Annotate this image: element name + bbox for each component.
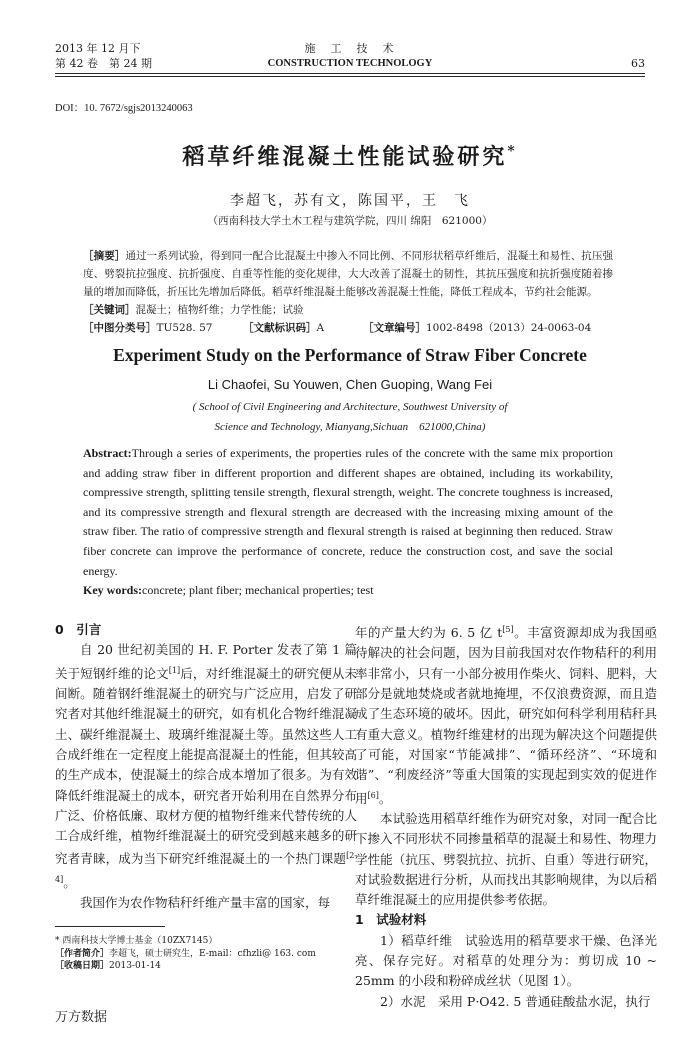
clc-code: TU528. 57 bbox=[156, 322, 213, 334]
journal-name-en: CONSTRUCTION TECHNOLOGY bbox=[267, 58, 433, 69]
paragraph-intro-1-c: 。 bbox=[63, 875, 76, 891]
footnotes bbox=[55, 935, 355, 973]
issue-date: 2013 年 12 月下 bbox=[55, 42, 141, 55]
article-id-group bbox=[363, 319, 591, 337]
clc-label: ［中图分类号］ bbox=[83, 322, 157, 334]
page-number: 63 bbox=[631, 57, 645, 70]
keywords-cn-label: ［关键词］ bbox=[83, 304, 136, 316]
watermark: 万方数据 bbox=[55, 1010, 108, 1025]
keywords-en-text: concrete; plant fiber; mechanical properties; test bbox=[142, 583, 374, 597]
affiliation-en-line1: ( School of Civil Engineering and Architecture, Southwest University of bbox=[192, 401, 508, 413]
doc-code-group bbox=[243, 319, 324, 337]
journal-name-cn: 施 工 技 术 bbox=[304, 42, 396, 55]
paragraph-intro-2-start: 我国作为农作物秸秆纤维产量丰富的国家，每 bbox=[80, 895, 331, 911]
header-rule-bottom bbox=[55, 76, 645, 77]
section-0-heading: 0 引言 bbox=[55, 622, 102, 637]
title-footnote-mark: * bbox=[507, 143, 518, 160]
footnote-rule bbox=[55, 926, 165, 927]
abstract-en bbox=[83, 444, 613, 581]
keywords-en bbox=[83, 583, 613, 598]
section-1-heading: 1 试验材料 bbox=[355, 912, 427, 928]
article-id: 1002-8498（2013）24-0063-04 bbox=[426, 322, 592, 334]
footnote-received bbox=[55, 960, 355, 973]
keywords-en-label: Key words: bbox=[83, 583, 142, 597]
footnote-received-date: 2013-01-14 bbox=[109, 961, 161, 971]
citation-6: [6] bbox=[367, 790, 379, 800]
volume-issue: 第 42 卷 第 24 期 bbox=[55, 57, 152, 70]
doc-code-label: ［文献标识码］ bbox=[243, 322, 317, 334]
clc-group bbox=[83, 319, 212, 337]
affiliation-cn: （西南科技大学土木工程与建筑学院，四川 绵阳 621000） bbox=[207, 215, 493, 227]
abstract-cn bbox=[83, 247, 613, 301]
paragraph-intro-2-b: 。丰富资源却成为我国亟待解决的社会问题，因为目前我国对农作物秸秆的利用率非常小，只有一小部分被用作柴火、饲料、肥料，大部分是就地焚烧或者就地掩埋，不仅浪费资源，而且造成了生态环境的破坏。因此，研究如何科学利用秸秆具有重大意义。植物纤维建材的出现为解决这个问题提供了可能，对国家“节能减排”、“循环经济”、“环境和谐”、“利废经济”等重大国策的实现起到实效的促进作用 bbox=[355, 625, 657, 806]
abstract-cn-text: 通过一系列试验，得到同一配合比混凝土中掺入不同比例、不同形状稻草纤维后，混凝土和易性、抗压强度、劈裂抗拉强度、抗折强度、自重等性能的变化规律，大大改善了混凝土的韧性，其抗压强度和抗折强度随着掺量的增加而降低，折压比先增加后降低。稻草纤维混凝土能够改善混凝土性能，降低工程成本，节约社会能源。 bbox=[83, 250, 614, 298]
title-cn: 稻草纤维混凝土性能试验研究* bbox=[182, 143, 518, 170]
title-en: Experiment Study on the Performance of Straw Fiber Concrete bbox=[113, 345, 587, 365]
article-id-label: ［文章编号］ bbox=[363, 322, 426, 334]
footnote-author-label: ［作者简介］ bbox=[55, 948, 110, 959]
abstract-en-text: Through a series of experiments, the properties rules of the concrete with the same mix proportion and adding straw fiber in different proportion and different shapes are obtained, including its workability, compressive strength, splitting tensile strength, flexural strength, weight. The concrete toughness is increased, and its compressive strength and flexural strength are decreased with the increasing mixing amount of the straw fiber. The ratio of compressive strength and flexural strength is raised at beginning then reduced. Straw fiber concrete can improve the performance of concrete, reduce the construction cost, and save the social energy. bbox=[83, 446, 613, 578]
paragraph-material-2: 2）水泥 采用 P·O42. 5 普通硅酸盐水泥，执行 bbox=[380, 993, 651, 1009]
paragraph-intro-2 bbox=[355, 620, 657, 809]
abstract-cn-label: ［摘要］ bbox=[83, 250, 126, 262]
keywords-cn bbox=[83, 301, 613, 319]
citation-5: [5] bbox=[502, 625, 514, 634]
paragraph-intro-2-c: 。 bbox=[378, 790, 392, 806]
authors-cn: 李超飞，苏有文，陈国平，王 飞 bbox=[230, 193, 470, 209]
keywords-cn-text: 混凝土；植物纤维；力学性能；试验 bbox=[135, 304, 304, 316]
citation-1: [1] bbox=[168, 665, 181, 675]
footnote-received-label: ［收稿日期］ bbox=[55, 961, 110, 971]
body-left-column bbox=[55, 620, 357, 914]
paragraph-intro-1-a: 自 20 世纪初美国的 H. F. Porter 发表了第 1 篇关于短钢纤维的论文 bbox=[55, 642, 357, 681]
footnote-fund: * 西南科技大学博士基金（10ZX7145） bbox=[55, 936, 218, 946]
header-rule-top bbox=[55, 73, 645, 74]
paragraph-intro-3: 本试验选用稻草纤维作为研究对象，对同一配合比下掺入不同形状不同掺量稻草的混凝土和易性、物理力学性能（抗压、劈裂抗拉、抗折、自重）等进行研究，对试验数据进行分析，从而找出其影响规律，为以后稻草纤维混凝土的应用提供参考依据。 bbox=[355, 810, 657, 908]
footnote-author bbox=[55, 948, 355, 961]
doi: DOI：10. 7672/sgjs2013240063 bbox=[55, 103, 193, 114]
paragraph-material-1: 1）稻草纤维 试验选用的稻草要求干燥、色泽光亮、保存完好。对稻草的处理分为：剪切成 10 ~ 25mm 的小段和粉碎成丝状（见图 1）。 bbox=[355, 932, 657, 989]
doc-code: A bbox=[316, 322, 325, 334]
affiliation-en-line2: Science and Technology, Mianyang,Sichuan 621000,China) bbox=[214, 421, 486, 433]
abstract-en-label: Abstract: bbox=[83, 446, 132, 460]
paragraph-intro-2-a: 年的产量大约为 6. 5 亿 t bbox=[355, 625, 503, 641]
body-right-column bbox=[355, 620, 657, 1012]
citation-2-4: [2-4] bbox=[55, 851, 357, 884]
paragraph-intro-1 bbox=[55, 640, 357, 893]
paragraph-intro-1-b: 后，对纤维混凝土的研究便从未间断。随着钢纤维混凝土的研究与广泛应用，启发了研究者对其他纤维混凝土的研究，如有机化合物纤维混凝土、碳纤维混凝土、玻璃纤维混凝土等。虽然这些人工合成纤维在一定程度上能提高混凝土的性能，但其较高的生产成本，使混凝土的综合成本增加了很多。为有效降低纤维混凝土的成本，研究者开始利用在自然界分布广泛、价格低廉、取材方便的植物纤维来代替传统的人工合成纤维，植物纤维混凝土的研究受到越来越多的研究者青睐，成为当下研究纤维混凝土的一个热门课题 bbox=[55, 665, 357, 867]
footnote-author-text: 李超飞，硕士研究生，E-mail：cfhzli@ 163. com bbox=[109, 948, 316, 959]
authors-en: Li Chaofei, Su Youwen, Chen Guoping, Wang Fei bbox=[207, 377, 493, 392]
